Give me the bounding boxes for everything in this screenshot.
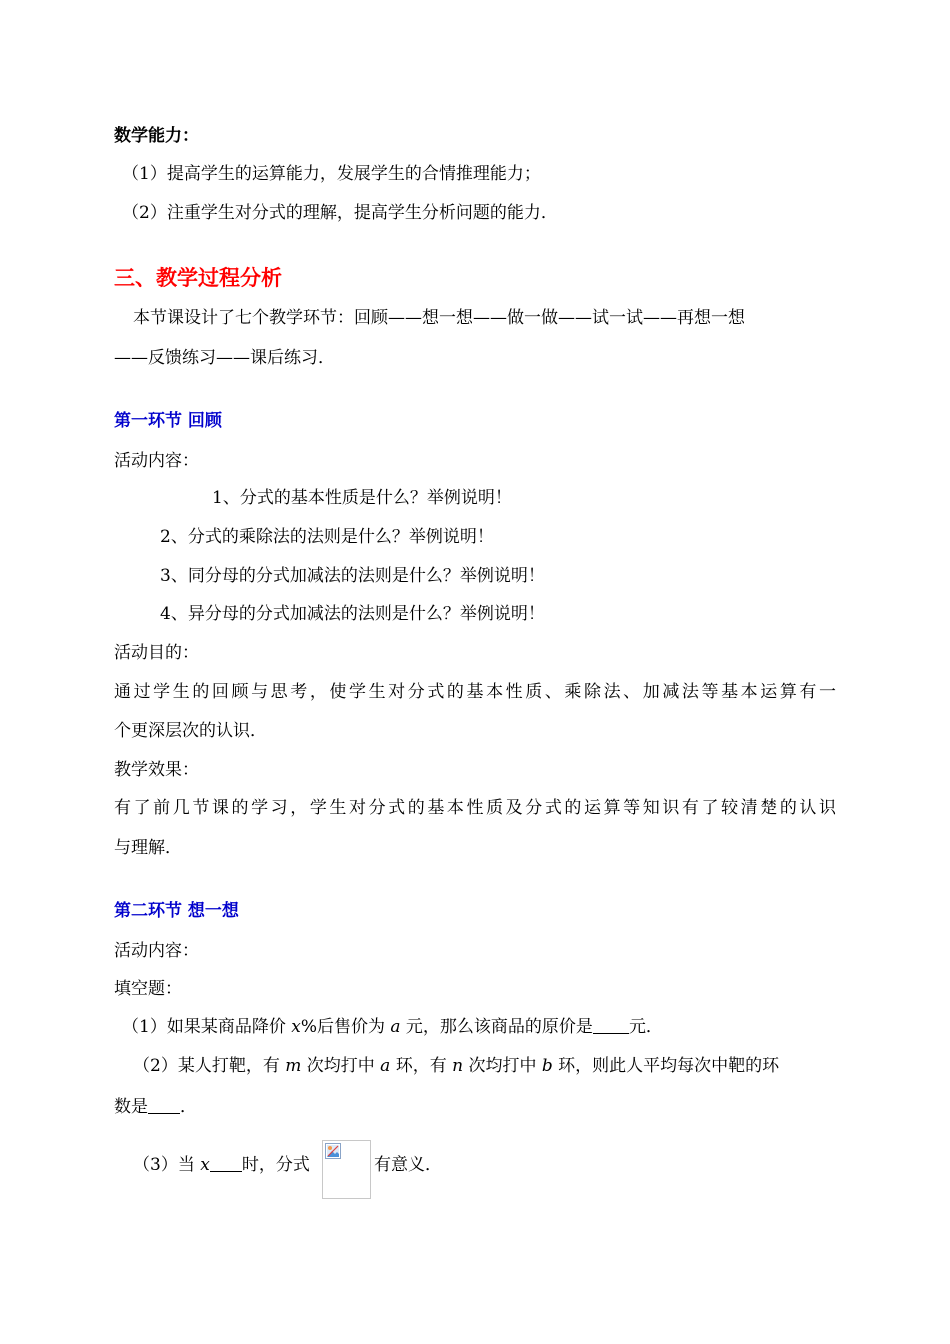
broken-image-icon — [325, 1143, 341, 1159]
section-intro-line-2: ——反馈练习——课后练习． — [114, 348, 335, 368]
fill-question-1: （1）如果某商品降价 x%后售价为 a 元，那么该商品的原价是 元． — [122, 1017, 663, 1037]
answer-blank — [210, 1155, 242, 1172]
answer-blank — [593, 1017, 629, 1034]
answer-blank — [148, 1097, 180, 1114]
ability-item-1: （1）提高学生的运算能力，发展学生的合情推理能力； — [122, 164, 541, 184]
variable-m: m — [285, 1056, 302, 1076]
step1-effect-line-1: 有了前几节课的学习，学生对分式的基本性质及分式的运算等知识有了较清楚的认识 — [114, 798, 836, 818]
step2-content-label: 活动内容： — [114, 941, 199, 961]
step2-fill-label: 填空题： — [114, 979, 182, 999]
ability-heading: 数学能力： — [114, 126, 199, 146]
step1-content-label: 活动内容： — [114, 451, 199, 471]
formula-image — [322, 1140, 371, 1199]
step2-heading: 第二环节 想一想 — [114, 901, 239, 921]
step1-goal-label: 活动目的： — [114, 643, 199, 663]
step1-question-2: 2、分式的乘除法的法则是什么？举例说明！ — [160, 527, 494, 547]
fill-question-2: （2）某人打靶，有 m 次均打中 a 环，有 n 次均打中 b 环，则此人平均每次中靶的环 — [133, 1056, 780, 1076]
ability-item-2: （2）注重学生对分式的理解，提高学生分析问题的能力． — [122, 203, 558, 223]
fill-question-3-suffix: 有意义． — [374, 1155, 442, 1175]
step1-goal-line-1: 通过学生的回顾与思考，使学生对分式的基本性质、乘除法、加减法等基本运算有一 — [114, 682, 836, 702]
variable-x: x — [291, 1017, 301, 1037]
variable-x: x — [200, 1155, 210, 1175]
step1-question-3: 3、同分母的分式加减法的法则是什么？举例说明！ — [160, 566, 545, 586]
section-intro-line-1: 本节课设计了七个教学环节：回顾——想一想——做一做——试一试——再想一想 — [133, 308, 745, 328]
step1-heading: 第一环节 回顾 — [114, 411, 222, 431]
variable-a: a — [380, 1056, 391, 1076]
step1-goal-line-2: 个更深层次的认识． — [114, 721, 267, 741]
step1-effect-line-2: 与理解． — [114, 838, 182, 858]
variable-a: a — [390, 1017, 401, 1037]
step1-effect-label: 教学效果： — [114, 760, 199, 780]
variable-b: b — [541, 1056, 553, 1076]
variable-n: n — [452, 1056, 464, 1076]
step1-question-1: 1、分式的基本性质是什么？举例说明！ — [212, 488, 512, 508]
fill-question-2-line-2: 数是 ． — [114, 1097, 197, 1117]
section-heading-process: 三、教学过程分析 — [114, 266, 282, 290]
step1-question-4: 4、异分母的分式加减法的法则是什么？举例说明！ — [160, 604, 545, 624]
fill-question-3: （3）当 x 时，分式 — [133, 1155, 310, 1175]
